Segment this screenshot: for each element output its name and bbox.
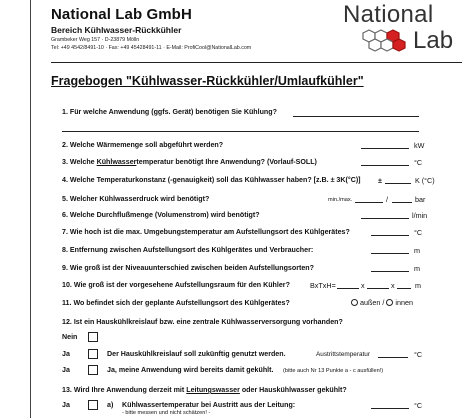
company-name: National Lab GmbH [51,6,192,23]
q8-unit: m [414,246,420,255]
company-address: Grambeker Weg 157 · D-23879 Mölln [51,37,140,43]
question-9: 9. Wie groß ist der Niveauunterschied zwischen beiden Aufstellungsorten? [62,264,314,272]
q11-separator: / [382,298,385,307]
q12-ja1-label: Ja [62,350,70,358]
q7-answer-line[interactable] [371,235,409,236]
question-3: 3. Welche Kühlwassertemperatur benötigt Ihre Anwendung? (Vorlauf-SOLL) [62,158,317,166]
header-divider [51,62,462,63]
q12-ja1-text: Der Hauskühlkreislauf soll zukünftig genutzt werden. [107,350,286,358]
q12-outlet-temp-line[interactable] [378,357,408,358]
q10-width-line[interactable] [337,288,359,289]
q11-outside-label: außen [360,298,381,307]
q13-a-text: Kühlwassertemperatur bei Austritt aus der Leitung: [122,401,296,409]
q3-answer-line[interactable] [361,165,409,166]
q5-max-line[interactable] [392,202,412,203]
question-2: 2. Welche Wärmemenge soll abgeführt werden? [62,141,224,149]
q11-inside-label: innen [395,298,413,307]
q13-ja-label: Ja [62,401,70,409]
q1-answer-line-1[interactable] [293,116,419,117]
question-13: 13. Wird Ihre Anwendung derzeit mit Leitungswasser oder Hauskühlwasser gekühlt? [62,386,347,394]
q12-nein-label: Nein [62,333,78,341]
q13-ja-checkbox[interactable] [88,400,98,410]
question-6: 6. Welche Durchflußmenge (Volumenstrom) wird benötigt? [62,211,260,219]
q13-a-note: - bitte messen und nicht schätzen! - [122,410,211,416]
q12-ja1-checkbox[interactable] [88,349,98,359]
q6-answer-line[interactable] [361,218,409,219]
q11-options [351,298,413,307]
q7-unit: °C [414,228,423,237]
q3-unit: °C [414,158,423,167]
q10-times-2: x [391,281,395,290]
q4-answer-line[interactable] [385,183,411,184]
q12-ja2-note: (bitte auch Nr 13 Punkte a - c ausfüllen!) [283,368,384,374]
q12-outlet-temp-label: Austrittstemperatur [316,351,370,358]
q5-min-line[interactable] [355,202,383,203]
company-contact: Tel: +49 4542/8491-10 · Fax: +49 45428491-11 · E-Mail: ProfiCool@NationalLab.com [51,45,252,51]
question-4: 4. Welche Temperaturkonstanz (-genauigkeit) soll das Kühlwasser haben? [z.B. ± 3K(°C)] [62,176,361,184]
division-name: Bereich Kühlwasser-Rückkühler [51,25,182,35]
logo-text-lab: Lab [413,27,454,54]
q10-depth-line[interactable] [367,288,389,289]
q10-times-1: x [361,281,365,290]
q5-minmax-label: min./max. [328,197,353,203]
q10-dims-label: BxTxH= [310,281,336,290]
logo-hexagon-icon [343,29,415,57]
q11-outside-radio[interactable] [351,299,358,306]
q11-inside-radio[interactable] [386,299,393,306]
q13-a-unit: °C [414,401,423,410]
q4-unit: K (°C) [415,176,435,185]
q10-height-line[interactable] [397,288,411,289]
q9-unit: m [414,264,420,273]
question-12: 12. Ist ein Hauskühlkreislauf bzw. eine zentrale Kühlwasserversorgung vorhanden? [62,318,343,326]
q5-slash: / [386,195,388,204]
q12-ja2-label: Ja [62,366,70,374]
national-lab-logo [339,1,470,61]
q13-a-answer-line[interactable] [371,408,409,409]
q4-plusminus: ± [378,176,382,185]
question-11: 11. Wo befindet sich der geplante Aufstellungsort des Kühlgerätes? [62,299,290,307]
q12-ja2-checkbox[interactable] [88,365,98,375]
question-10: 10. Wie groß ist der vorgesehene Aufstellungsraum für den Kühler? [62,281,290,289]
q6-unit: l/min [412,211,428,220]
q12-ja2-text: Ja, meine Anwendung wird bereits damit gekühlt. [107,366,274,374]
q10-unit: m [415,281,421,290]
q13-a-label: a) [107,401,114,409]
q9-answer-line[interactable] [371,271,409,272]
form-title: Fragebogen "Kühlwasser-Rückkühler/Umlaufkühler" [51,74,364,88]
question-1: 1. Für welche Anwendung (ggfs. Gerät) benötigen Sie Kühlung? [62,108,277,116]
question-8: 8. Entfernung zwischen Aufstellungsort des Kühlgerätes und Verbraucher: [62,246,314,254]
q12-nein-checkbox[interactable] [88,332,98,342]
q2-answer-line[interactable] [361,148,409,149]
q8-answer-line[interactable] [371,253,409,254]
question-5: 5. Welcher Kühlwasserdruck wird benötigt? [62,195,210,203]
form-page [30,0,470,418]
question-7: 7. Wie hoch ist die max. Umgebungstemperatur am Aufstellungsort des Kühlgerätes? [62,228,350,236]
q2-unit: kW [414,141,425,150]
q5-unit: bar [415,195,426,204]
logo-text-national: National [343,1,434,28]
q1-answer-line-2[interactable] [62,131,419,132]
q12-outlet-temp-unit: °C [414,350,423,359]
